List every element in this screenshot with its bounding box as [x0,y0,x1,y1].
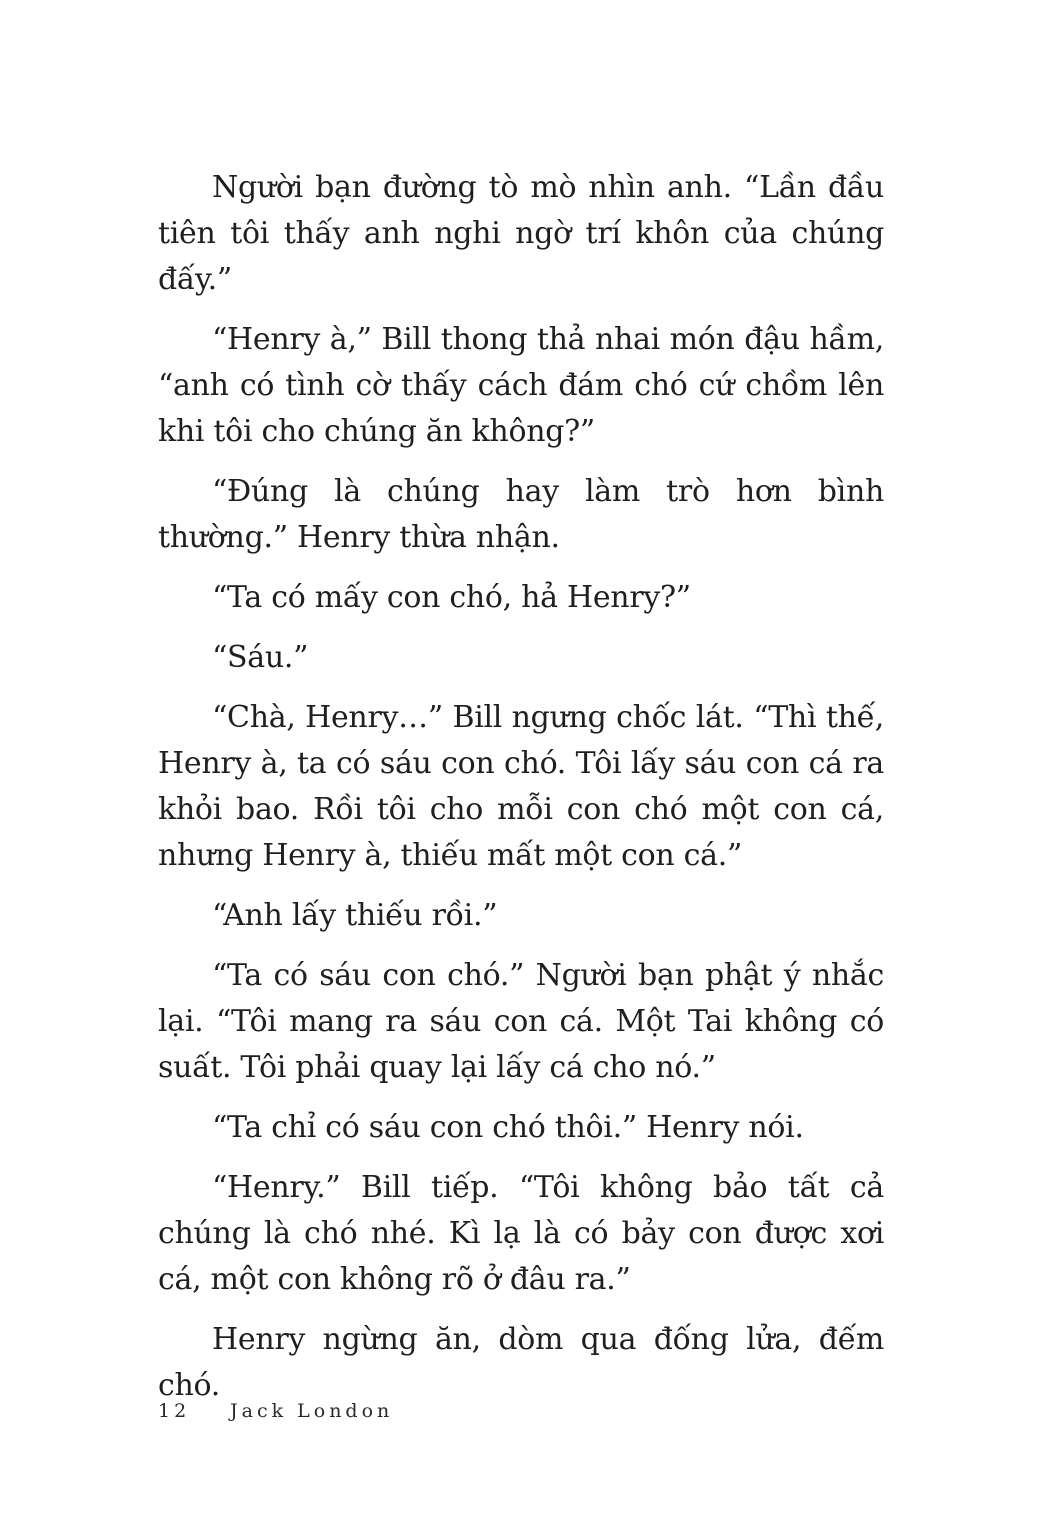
paragraph: “Ta có sáu con chó.” Người bạn phật ý nhắc lại. “Tôi mang ra sáu con cá. Một Tai không có suất. Tôi phải quay lại lấy cá cho nó.” [158,958,884,1085]
paragraph: “Đúng là chúng hay làm trò hơn bình thường.” Henry thừa nhận. [158,474,884,555]
paragraph: “Anh lấy thiếu rồi.” [212,898,498,933]
paragraph: Henry ngừng ăn, dòm qua đống lửa, đếm chó. [158,1322,884,1403]
paragraph: “Henry à,” Bill thong thả nhai món đậu hầm, “anh có tình cờ thấy cách đám chó cứ chồm lên khi tôi cho chúng ăn không?” [158,322,884,449]
page-footer [158,1400,393,1422]
paragraph: “Sáu.” [212,640,309,675]
running-author: Jack London [230,1400,394,1422]
paragraph: “Henry.” Bill tiếp. “Tôi không bảo tất cả chúng là chó nhé. Kì lạ là có bảy con được xơi cá, một con không rõ ở đâu ra.” [158,1170,884,1297]
paragraph: “Ta chỉ có sáu con chó thôi.” Henry nói. [212,1110,804,1145]
paragraph: Người bạn đường tò mò nhìn anh. “Lần đầu tiên tôi thấy anh nghi ngờ trí khôn của chúng đấy.” [158,170,884,297]
paragraph: “Ta có mấy con chó, hả Henry?” [212,580,691,615]
page-number: 12 [158,1400,191,1422]
paragraph: “Chà, Henry…” Bill ngưng chốc lát. “Thì thế, Henry à, ta có sáu con chó. Tôi lấy sáu con cá ra khỏi bao. Rồi tôi cho mỗi con chó một con cá, nhưng Henry à, thiếu mất một con cá.” [158,700,884,873]
body-text [158,165,884,1423]
